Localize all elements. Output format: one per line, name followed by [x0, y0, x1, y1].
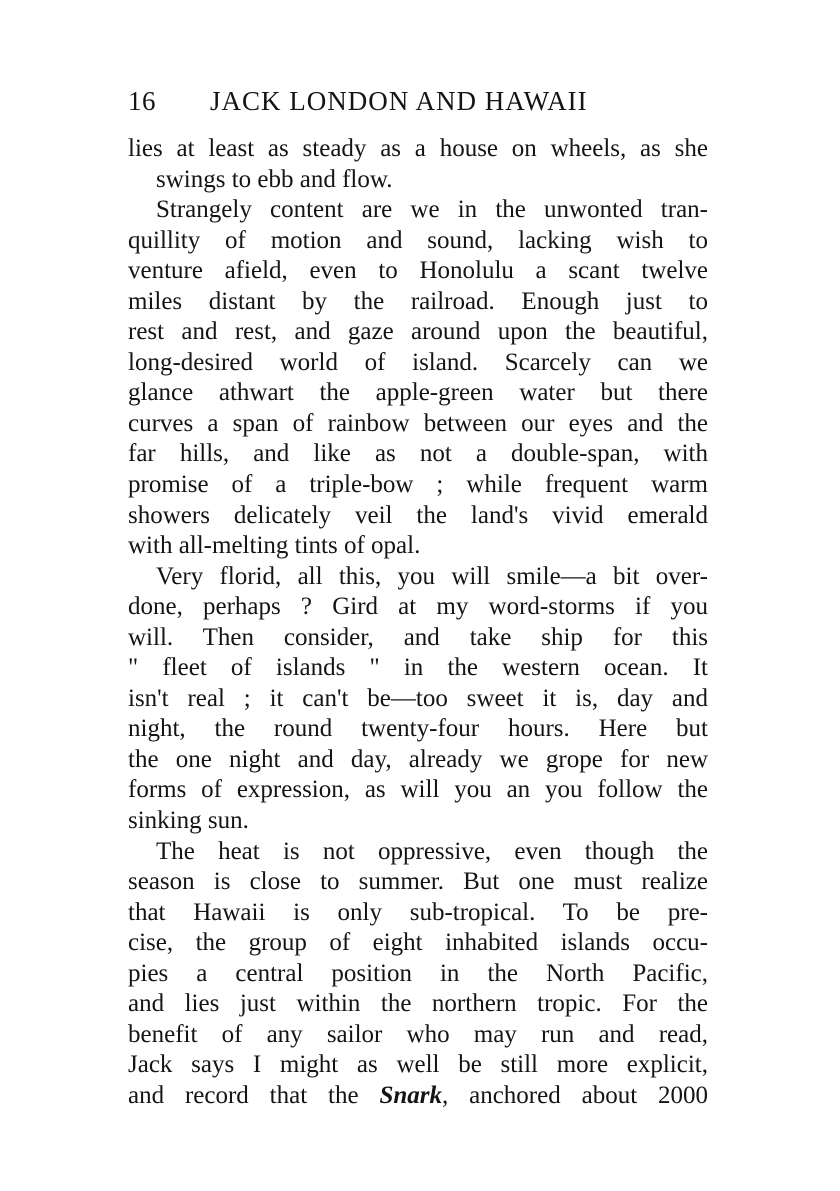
- text-line: will. Then consider, and take ship for this: [128, 623, 708, 651]
- ship-name: Snark: [379, 1081, 442, 1109]
- text-line: isn't real ; it can't be—too sweet it is, day and: [128, 684, 708, 712]
- text-line: showers delicately veil the land's vivid emerald: [128, 501, 708, 529]
- text-line: done, perhaps ? Gird at my word-storms if you: [128, 593, 708, 621]
- text-line: long-desired world of island. Scarcely can we: [128, 348, 708, 376]
- text-line: venture afield, even to Honolulu a scant twelve: [128, 257, 708, 285]
- text-line: night, the round twenty-four hours. Here but: [128, 715, 708, 743]
- text-line: benefit of any sailor who may run and read,: [128, 1020, 708, 1048]
- text-line: quillity of motion and sound, lacking wish to: [128, 226, 708, 254]
- text-line: sinking sun.: [128, 807, 249, 835]
- text-line: swings to ebb and flow.: [156, 165, 393, 193]
- text-line: and lies just within the northern tropic. For the: [128, 990, 708, 1018]
- text-line: cise, the group of eight inhabited islands occu-: [128, 929, 708, 957]
- text-line: The heat is not oppressive, even though the: [156, 837, 708, 865]
- body-text: [128, 134, 708, 1112]
- text-line: Jack says I might as well be still more explicit,: [128, 1051, 708, 1079]
- text-line: the one night and day, already we grope for new: [128, 745, 708, 773]
- page-number: 16: [128, 86, 156, 116]
- text-line: Strangely content are we in the unwonted tran-: [156, 196, 708, 224]
- running-title: JACK LONDON AND HAWAII: [210, 86, 588, 116]
- text-line: with all-melting tints of opal.: [128, 532, 421, 560]
- text-fragment: and record that the: [128, 1081, 359, 1109]
- text-line: Very florid, all this, you will smile—a bit over-: [156, 562, 708, 590]
- text-line: far hills, and like as not a double-span, with: [128, 440, 708, 468]
- text-line: season is close to summer. But one must realize: [128, 868, 708, 896]
- text-fragment: , anchored about 2000: [442, 1081, 709, 1109]
- text-line: pies a central position in the North Pacific,: [128, 959, 708, 987]
- text-line: promise of a triple-bow ; while frequent warm: [128, 471, 708, 499]
- text-line: glance athwart the apple-green water but there: [128, 379, 708, 407]
- text-line: rest and rest, and gaze around upon the beautiful,: [128, 318, 708, 346]
- text-line: lies at least as steady as a house on wheels, as she: [128, 135, 708, 162]
- text-line: curves a span of rainbow between our eyes and the: [128, 409, 708, 437]
- running-head: [128, 86, 708, 122]
- text-line: miles distant by the railroad. Enough just to: [128, 287, 708, 315]
- text-line: " fleet of islands " in the western ocean. It: [128, 654, 708, 682]
- text-line: that Hawaii is only sub-tropical. To be pre-: [128, 898, 708, 926]
- text-line-last: [128, 1081, 708, 1112]
- text-line: forms of expression, as will you an you follow the: [128, 776, 708, 804]
